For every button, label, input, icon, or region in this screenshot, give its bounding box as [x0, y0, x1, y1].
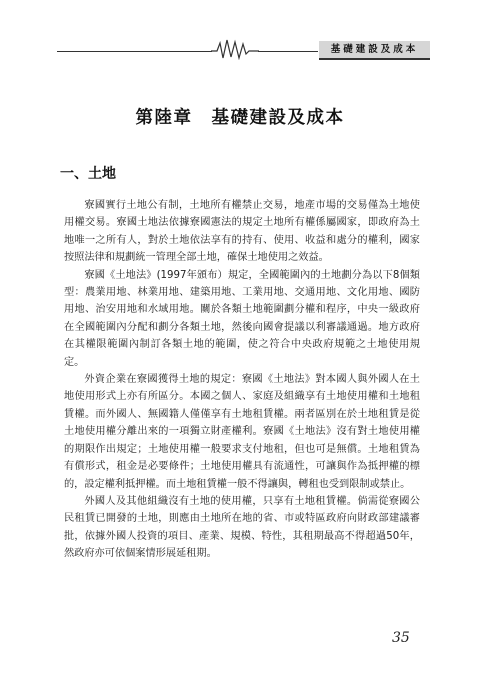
pulse-ornament-icon — [211, 38, 259, 60]
page-number: 35 — [392, 630, 410, 646]
section-title: 一、土地 — [60, 166, 116, 182]
running-header — [57, 38, 430, 60]
paragraph: 寮國實行土地公有制，土地所有權禁止交易，地產市場的交易僅為土地使用權交易。寮國土地法依據寮國憲法的規定土地所有權係屬國家，即政府為土地唯一之所有人，對於土地依法享有的持有、使用、收益和處分的權利，國家按照法律和規劃統一管理全部土地，確保土地使用之效益。 — [64, 200, 420, 264]
header-rule-left — [57, 51, 212, 52]
chapter-title: 第陸章 基礎建設及成本 — [135, 108, 345, 128]
paragraph: 外國人及其他組織沒有土地的使用權，只享有土地租賃權。倘需從寮國公民租賃已開發的土地，則應由土地所在地的省、市或特區政府向財政部建議審批，依據外國人投資的項目、產業、規模、特性，其租期最高不得超過50年，然政府亦可依個案情形展延租期。 — [64, 495, 420, 560]
body-text — [64, 197, 420, 563]
paragraph: 寮國《土地法》(1997年頒布）規定，全國範圍內的土地劃分為以下8個類型：農業用地、林業用地、建築用地、工業用地、交通用地、文化用地、國防用地、治安用地和水域用地。關於各類土地範圍劃分權和程序，中央一級政府在全國範圍內分配和劃分各類土地，然後向國會提議以利審議通過。地方政府在其權限範圍內制訂各類土地的範圍，使之符合中央政府規範之土地使用規定。 — [64, 269, 420, 368]
paragraph: 外資企業在寮國獲得土地的規定：寮國《土地法》對本國人與外國人在土地使用形式上亦有所區分。本國之個人、家庭及組織享有土地使用權和土地租賃權。而外國人、無國籍人僅僅享有土地租賃權。兩者區別在於土地租賃是從土地使用權分離出來的一項獨立財產權利。寮國《土地法》沒有對土地使用權的期限作出規定；土地使用權一般要求支付地租，但也可是無償。土地租賃為有償形式，租金是必要條件；土地使用權具有流通性，可讓與作為抵押權的標的，設定權利抵押權。而土地租賃權一般不得讓與，轉租也受到限制或禁止。 — [64, 374, 420, 490]
running-title: 基礎建設及成本 — [319, 41, 430, 60]
header-rule-right — [258, 51, 318, 52]
